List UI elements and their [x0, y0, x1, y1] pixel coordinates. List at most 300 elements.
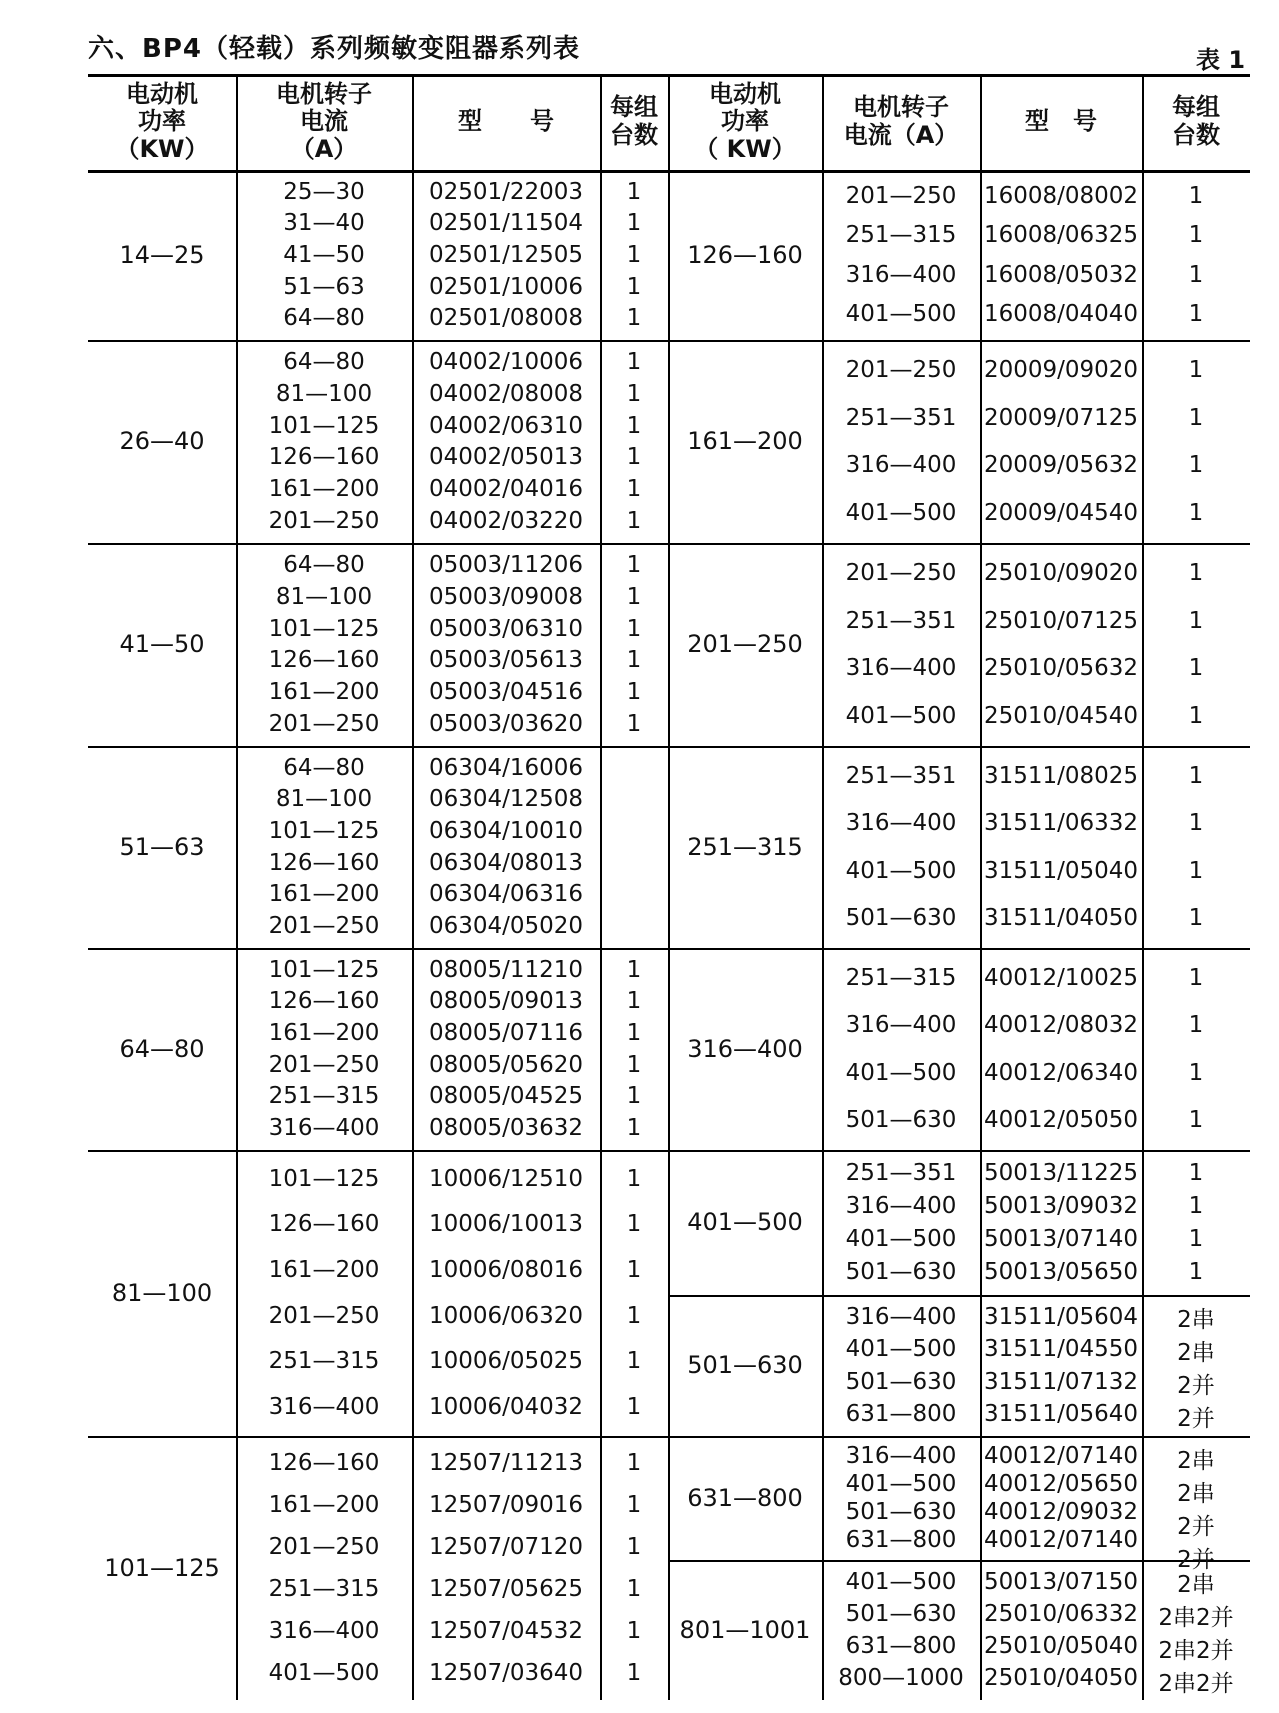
left-model-item: 05003/05613: [428, 647, 584, 674]
right-power-cell: 161—200: [687, 427, 803, 456]
right-current-item: 201—250: [845, 356, 957, 383]
right-count-item: 1: [1188, 905, 1204, 932]
right-current-item: 251—351: [845, 762, 957, 789]
right-count: [1142, 1442, 1250, 1573]
left-count-item: 1: [626, 551, 642, 578]
left-count-item: 1: [626, 1211, 642, 1238]
right-count: [1142, 549, 1250, 740]
left-current-item: 101—125: [268, 956, 380, 983]
left-count: [600, 176, 668, 334]
left-model-item: 08005/03632: [428, 1115, 584, 1142]
left-model-item: 02501/10006: [428, 273, 584, 300]
right-current-item: 501—630: [845, 1107, 957, 1134]
right-current-item: 501—630: [845, 905, 957, 932]
left-model-item: 10006/10013: [428, 1211, 584, 1238]
left-model-item: 10006/04032: [428, 1394, 584, 1421]
right-current-item: 631—800: [845, 1400, 957, 1427]
right-model-item: 25010/04540: [983, 703, 1139, 730]
left-model-item: 12507/05625: [428, 1576, 584, 1602]
right-current-item: 251—351: [845, 1159, 957, 1186]
right-model: [980, 346, 1142, 537]
right-count-item: 2串2并: [1158, 1605, 1234, 1631]
left-current-item: 201—250: [268, 1534, 380, 1560]
left-current-item: 161—200: [268, 476, 380, 503]
right-model-item: 40012/09032: [983, 1499, 1139, 1525]
header-line: 电动机: [126, 79, 198, 108]
left-current-item: 126—160: [268, 444, 380, 471]
left-model: [412, 1442, 600, 1694]
header-line: 每组: [1172, 93, 1220, 122]
left-model: [412, 1156, 600, 1430]
right-power-cell: 201—250: [687, 630, 803, 659]
right-model-item: 40012/08032: [983, 1012, 1139, 1039]
right-current-item: 316—400: [845, 261, 957, 288]
left-model-item: 04002/05013: [428, 444, 584, 471]
left-model-item: 04002/06310: [428, 412, 584, 439]
left-count-item: 1: [626, 1492, 642, 1518]
right-count-item: 1: [1188, 1259, 1204, 1286]
left-model-item: 05003/11206: [428, 551, 584, 578]
left-count-item: 1: [626, 1020, 642, 1047]
left-model-item: 10006/06320: [428, 1302, 584, 1329]
left-model-item: 06304/10010: [428, 818, 584, 845]
header-line: 型 号: [1025, 107, 1097, 136]
right-model: [980, 176, 1142, 334]
right-current-item: 251—351: [845, 404, 957, 431]
right-current: [822, 752, 980, 942]
left-current-item: 126—160: [268, 988, 380, 1015]
left-count-item: 1: [626, 1302, 642, 1329]
right-model-item: 31511/04550: [983, 1336, 1139, 1363]
left-current-item: 316—400: [268, 1394, 380, 1421]
header-line: 电流: [300, 107, 348, 136]
right-count-item: 1: [1188, 857, 1204, 884]
right-model: [980, 1301, 1142, 1430]
right-model-item: 50013/07150: [983, 1569, 1139, 1595]
right-count-item: 1: [1188, 810, 1204, 837]
right-current-item: 201—250: [845, 182, 957, 209]
left-current-item: 251—315: [268, 1083, 380, 1110]
right-count-item: 2并: [1177, 1514, 1215, 1540]
right-current-item: 316—400: [845, 452, 957, 479]
header-line: 电流（A）: [843, 121, 959, 149]
right-current-item: 401—500: [845, 857, 957, 884]
left-current-item: 201—250: [268, 1051, 380, 1078]
left-model-item: 12507/03640: [428, 1660, 584, 1686]
left-model-item: 08005/05620: [428, 1051, 584, 1078]
left-current-item: 64—80: [283, 305, 365, 332]
right-model-item: 25010/05040: [983, 1633, 1139, 1659]
right-model-item: 16008/04040: [983, 301, 1139, 328]
right-current: [822, 1156, 980, 1289]
right-current-item: 401—500: [845, 1569, 957, 1595]
left-count: [600, 346, 668, 537]
left-count-item: 1: [626, 647, 642, 674]
left-count-item: 1: [626, 412, 642, 439]
right-model-item: 16008/06325: [983, 222, 1139, 249]
left-current: [236, 752, 412, 942]
left-current-item: 81—100: [275, 583, 373, 610]
right-current-item: 401—500: [845, 703, 957, 730]
left-model-item: 04002/03220: [428, 508, 584, 535]
right-power-cell: 501—630: [687, 1351, 803, 1380]
left-current-item: 51—63: [283, 273, 365, 300]
header-count-right: [1142, 78, 1250, 166]
left-model-item: 08005/09013: [428, 988, 584, 1015]
right-current-item: 501—630: [845, 1499, 957, 1525]
right-current: [822, 346, 980, 537]
left-model-item: 10006/08016: [428, 1257, 584, 1284]
left-model-item: 02501/08008: [428, 305, 584, 332]
left-model-item: 04002/04016: [428, 476, 584, 503]
left-model: [412, 176, 600, 334]
header-line: （KW）: [115, 134, 209, 163]
right-current-item: 316—400: [845, 1443, 957, 1469]
left-model-item: 12507/11213: [428, 1450, 584, 1476]
left-current: [236, 176, 412, 334]
right-power-cell: 251—315: [687, 832, 803, 861]
right-current: [822, 1566, 980, 1694]
header-line: 每组: [610, 93, 658, 122]
right-model: [980, 752, 1142, 942]
left-count-item: 1: [626, 305, 642, 332]
left-current-item: 64—80: [283, 348, 365, 375]
right-count: [1142, 346, 1250, 537]
left-model-item: 05003/03620: [428, 711, 584, 738]
right-current-item: 401—500: [845, 1226, 957, 1253]
left-model-item: 08005/11210: [428, 956, 584, 983]
right-count-item: 2串: [1177, 1448, 1215, 1474]
left-current-item: 201—250: [268, 1302, 380, 1329]
right-model: [980, 1566, 1142, 1694]
header-power: [88, 78, 236, 166]
left-current-item: 201—250: [268, 913, 380, 940]
right-current-item: 316—400: [845, 1192, 957, 1219]
left-model: [412, 954, 600, 1144]
left-count-item: 1: [626, 1348, 642, 1375]
right-current-item: 316—400: [845, 1012, 957, 1039]
left-model-item: 02501/12505: [428, 241, 584, 268]
right-count: [1142, 954, 1250, 1144]
right-current: [822, 176, 980, 334]
right-count: [1142, 1301, 1250, 1430]
left-count-item: 1: [626, 1115, 642, 1142]
header-line: 电机转子: [853, 93, 949, 122]
right-count-item: 1: [1188, 762, 1204, 789]
left-count-item: 1: [626, 1534, 642, 1560]
right-current-item: 401—500: [845, 500, 957, 527]
left-count-item: 1: [626, 241, 642, 268]
left-count: [600, 549, 668, 740]
right-model: [980, 1156, 1142, 1289]
right-count-item: 1: [1188, 404, 1204, 431]
right-count-item: 1: [1188, 261, 1204, 288]
right-count-item: 2串2并: [1158, 1671, 1234, 1697]
left-current-item: 401—500: [268, 1660, 380, 1686]
left-current-item: 201—250: [268, 508, 380, 535]
left-model-item: 05003/04516: [428, 679, 584, 706]
header-model-right: [980, 78, 1142, 166]
left-model-item: 02501/11504: [428, 210, 584, 237]
left-current-item: 126—160: [268, 1211, 380, 1238]
right-model: [980, 1442, 1142, 1554]
header-rotor-current-right: [822, 78, 980, 166]
right-count-item: 2并: [1177, 1547, 1215, 1573]
left-count-item: 1: [626, 988, 642, 1015]
left-count-item: 1: [626, 1576, 642, 1602]
right-model-item: 50013/09032: [983, 1192, 1139, 1219]
right-model: [980, 549, 1142, 740]
right-current-item: 631—800: [845, 1527, 957, 1553]
left-model: [412, 549, 600, 740]
right-current-item: 631—800: [845, 1633, 957, 1659]
left-current-item: 81—100: [275, 380, 373, 407]
right-model-item: 50013/07140: [983, 1226, 1139, 1253]
left-count-item: 1: [626, 1618, 642, 1644]
left-current-item: 316—400: [268, 1115, 380, 1142]
left-current: [236, 1442, 412, 1694]
header-line: 功率: [138, 107, 186, 136]
right-power-cell: 316—400: [687, 1034, 803, 1063]
left-count: [600, 1442, 668, 1694]
left-current: [236, 346, 412, 537]
right-count-item: 2并: [1177, 1373, 1215, 1399]
left-current-item: 161—200: [268, 1020, 380, 1047]
right-current: [822, 1442, 980, 1554]
left-current-item: 201—250: [268, 711, 380, 738]
left-model-item: 04002/10006: [428, 348, 584, 375]
header-line: （ KW）: [694, 134, 796, 163]
right-count-item: 1: [1188, 703, 1204, 730]
right-count-item: 1: [1188, 182, 1204, 209]
left-current: [236, 1156, 412, 1430]
header-count: [600, 78, 668, 166]
right-model-item: 20009/09020: [983, 356, 1139, 383]
right-model-item: 40012/06340: [983, 1059, 1139, 1086]
right-count-item: 1: [1188, 1192, 1204, 1219]
left-model-item: 05003/06310: [428, 615, 584, 642]
right-current-item: 401—500: [845, 1336, 957, 1363]
right-count-item: 1: [1188, 1159, 1204, 1186]
right-model-item: 25010/06332: [983, 1601, 1139, 1627]
left-power-cell: 26—40: [119, 427, 205, 456]
right-model-item: 25010/04050: [983, 1665, 1139, 1691]
right-model-item: 50013/11225: [983, 1159, 1139, 1186]
right-model-item: 31511/06332: [983, 810, 1139, 837]
right-model-item: 31511/08025: [983, 762, 1139, 789]
right-count-item: 2并: [1177, 1406, 1215, 1432]
right-model-item: 40012/05050: [983, 1107, 1139, 1134]
header-line: 电动机: [709, 79, 781, 108]
header-line: 台数: [610, 121, 658, 149]
left-current-item: 251—315: [268, 1348, 380, 1375]
header-rotor-current: [236, 78, 412, 166]
right-current-item: 401—500: [845, 301, 957, 328]
left-current-item: 126—160: [268, 849, 380, 876]
left-count-item: 1: [626, 1394, 642, 1421]
left-count-item: 1: [626, 583, 642, 610]
left-model-item: 12507/04532: [428, 1618, 584, 1644]
table-number: 表 1: [1196, 46, 1246, 74]
right-current-item: 251—315: [845, 964, 957, 991]
right-model-item: 25010/09020: [983, 559, 1139, 586]
right-model-item: 31511/05640: [983, 1400, 1139, 1427]
right-count-item: 1: [1188, 559, 1204, 586]
left-power-cell: 14—25: [119, 240, 205, 269]
left-count-item: 1: [626, 1051, 642, 1078]
right-count-item: 1: [1188, 964, 1204, 991]
right-current-item: 501—630: [845, 1601, 957, 1627]
left-current-item: 64—80: [283, 551, 365, 578]
left-current-item: 161—200: [268, 1492, 380, 1518]
left-current-item: 31—40: [283, 210, 365, 237]
right-model-item: 40012/07140: [983, 1527, 1139, 1553]
left-model-item: 10006/05025: [428, 1348, 584, 1375]
right-model-item: 25010/07125: [983, 607, 1139, 634]
left-count-item: 1: [626, 380, 642, 407]
right-power-cell: 401—500: [687, 1208, 803, 1237]
left-count-item: 1: [626, 444, 642, 471]
right-model-item: 31511/07132: [983, 1368, 1139, 1395]
right-count-item: 2串: [1177, 1481, 1215, 1507]
right-current-item: 501—630: [845, 1259, 957, 1286]
left-count: [600, 954, 668, 1144]
left-current-item: 25—30: [283, 178, 365, 205]
right-count-item: 1: [1188, 1012, 1204, 1039]
left-current-item: 101—125: [268, 412, 380, 439]
left-model-item: 05003/09008: [428, 583, 584, 610]
right-model-item: 40012/05650: [983, 1471, 1139, 1497]
right-count: [1142, 1156, 1250, 1289]
left-model-item: 02501/22003: [428, 178, 584, 205]
right-count-item: 1: [1188, 356, 1204, 383]
left-count-item: 1: [626, 210, 642, 237]
left-current-item: 251—315: [268, 1576, 380, 1602]
right-count-item: 1: [1188, 1226, 1204, 1253]
left-model-item: 06304/06316: [428, 881, 584, 908]
document-title: 六、BP4（轻载）系列频敏变阻器系列表: [88, 34, 580, 64]
left-power-cell: 51—63: [119, 832, 205, 861]
left-count-item: 1: [626, 1257, 642, 1284]
left-model-item: 04002/08008: [428, 380, 584, 407]
left-current-item: 316—400: [268, 1618, 380, 1644]
left-current-item: 101—125: [268, 818, 380, 845]
left-count: [600, 752, 668, 942]
right-model-item: 50013/05650: [983, 1259, 1139, 1286]
left-count-item: 1: [626, 178, 642, 205]
right-current: [822, 549, 980, 740]
right-current-item: 401—500: [845, 1471, 957, 1497]
right-current-item: 316—400: [845, 1304, 957, 1331]
header-line: 电机转子: [276, 79, 372, 108]
right-current-item: 201—250: [845, 559, 957, 586]
left-power-cell: 81—100: [111, 1278, 213, 1307]
right-count: [1142, 1566, 1250, 1697]
right-count-item: 1: [1188, 1107, 1204, 1134]
left-count-item: 1: [626, 1450, 642, 1476]
left-current-item: 101—125: [268, 1165, 380, 1192]
left-current-item: 161—200: [268, 881, 380, 908]
left-current: [236, 549, 412, 740]
right-model-item: 16008/08002: [983, 182, 1139, 209]
right-model-item: 20009/04540: [983, 500, 1139, 527]
left-current-item: 81—100: [275, 786, 373, 813]
right-count-item: 2串2并: [1158, 1638, 1234, 1664]
left-model-item: 12507/09016: [428, 1492, 584, 1518]
left-current: [236, 954, 412, 1144]
left-power-cell: 64—80: [119, 1034, 205, 1063]
left-count-item: 1: [626, 476, 642, 503]
right-count-item: 1: [1188, 1059, 1204, 1086]
left-model-item: 12507/07120: [428, 1534, 584, 1560]
left-model-item: 08005/07116: [428, 1020, 584, 1047]
right-count: [1142, 176, 1250, 334]
left-model-item: 10006/12510: [428, 1165, 584, 1192]
left-current-item: 101—125: [268, 615, 380, 642]
header-line: （A）: [290, 134, 358, 163]
left-current-item: 161—200: [268, 1257, 380, 1284]
left-current-item: 161—200: [268, 679, 380, 706]
left-model-item: 06304/16006: [428, 754, 584, 781]
left-count-item: 1: [626, 615, 642, 642]
header-power-right: [668, 78, 822, 166]
right-current: [822, 954, 980, 1144]
right-current-item: 316—400: [845, 655, 957, 682]
right-count: [1142, 752, 1250, 942]
right-count-item: 1: [1188, 607, 1204, 634]
right-count-item: 2串: [1177, 1572, 1215, 1598]
header-model: [412, 78, 600, 166]
right-count-item: 1: [1188, 655, 1204, 682]
left-current-item: 126—160: [268, 647, 380, 674]
left-count-item: 1: [626, 1165, 642, 1192]
left-count-item: 1: [626, 508, 642, 535]
right-count-item: 1: [1188, 452, 1204, 479]
right-model-item: 31511/05604: [983, 1304, 1139, 1331]
right-model-item: 25010/05632: [983, 655, 1139, 682]
left-count-item: 1: [626, 679, 642, 706]
left-count-item: 1: [626, 1660, 642, 1686]
left-model-item: 06304/12508: [428, 786, 584, 813]
left-model-item: 06304/08013: [428, 849, 584, 876]
left-count-item: 1: [626, 956, 642, 983]
right-power-cell: 126—160: [687, 240, 803, 269]
right-count-item: 1: [1188, 301, 1204, 328]
right-model-item: 16008/05032: [983, 261, 1139, 288]
left-count-item: 1: [626, 348, 642, 375]
left-count: [600, 1156, 668, 1430]
right-count-item: 1: [1188, 500, 1204, 527]
right-model-item: 40012/07140: [983, 1443, 1139, 1469]
header-line: 功率: [721, 107, 769, 136]
right-current-item: 251—315: [845, 222, 957, 249]
left-current-item: 41—50: [283, 241, 365, 268]
right-model-item: 40012/10025: [983, 964, 1139, 991]
left-model-item: 08005/04525: [428, 1083, 584, 1110]
right-current-item: 251—351: [845, 607, 957, 634]
right-model-item: 31511/04050: [983, 905, 1139, 932]
right-count-item: 1: [1188, 222, 1204, 249]
left-power-cell: 101—125: [104, 1553, 220, 1582]
right-power-cell: 631—800: [687, 1483, 803, 1512]
left-power-cell: 41—50: [119, 630, 205, 659]
right-current-item: 800—1000: [838, 1665, 964, 1691]
right-count-item: 2串: [1177, 1340, 1215, 1366]
left-count-item: 1: [626, 273, 642, 300]
left-count-item: 1: [626, 1083, 642, 1110]
left-count-item: 1: [626, 711, 642, 738]
left-model: [412, 752, 600, 942]
